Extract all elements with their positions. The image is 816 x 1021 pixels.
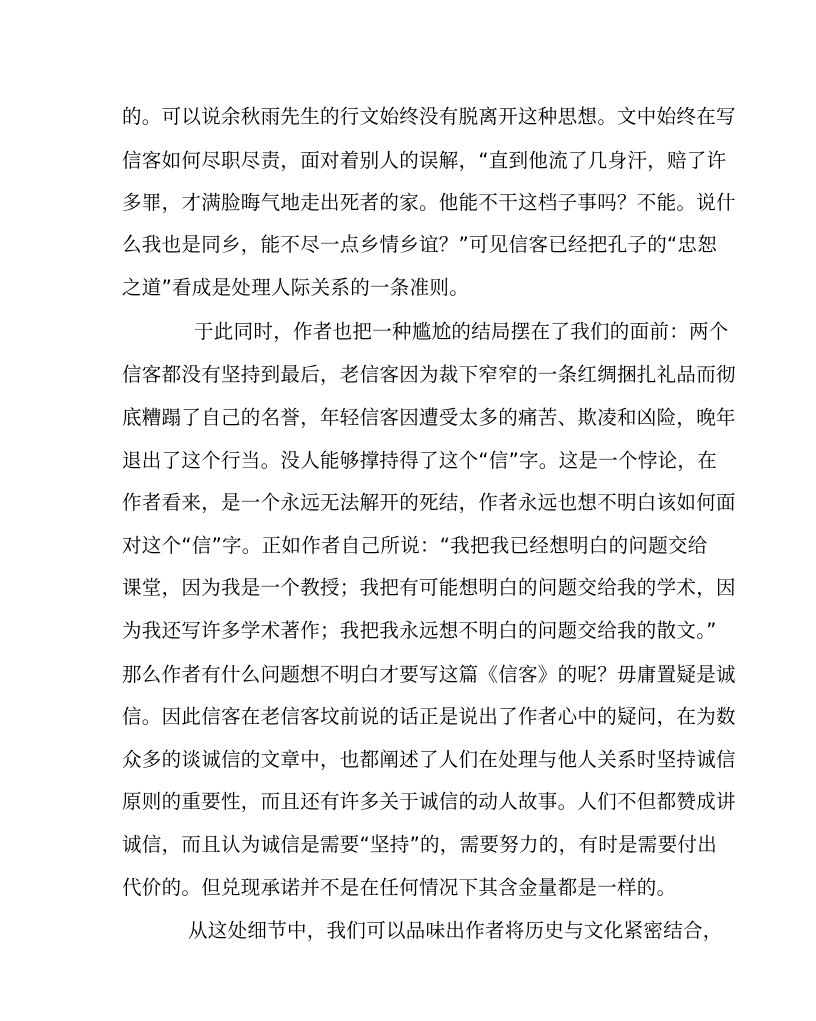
text-line: 信客如何尽职尽责，面对着别人的误解，“直到他流了几身汗，赔了许: [122, 149, 727, 172]
text-line: 底糟蹋了自己的名誉，年轻信客因遭受太多的痛苦、欺凌和凶险，晚年: [122, 406, 736, 429]
paragraph-first-line: 于此同时，作者也把一种尴尬的结局摆在了我们的面前：两个: [194, 320, 729, 343]
text-line: 信。因此信客在老信客坟前说的话正是说出了作者心中的疑问，在为数: [122, 705, 736, 728]
text-line: 那么作者有什么问题想不明白才要写这篇《信客》的呢？毋庸置疑是诚: [122, 663, 736, 686]
text-line: 退出了这个行当。没人能够撑持得了这个“信”字。这是一个悖论，在: [122, 449, 718, 472]
text-line: 多罪，才满脸晦气地走出死者的家。他能不干这档子事吗？不能。说什: [122, 191, 736, 214]
text-line: 作者看来，是一个永远无法解开的死结，作者永远也想不明白该如何面: [122, 491, 736, 514]
paragraph-first-line: 从这处细节中，我们可以品味出作者将历史与文化紧密结合，: [188, 919, 723, 942]
text-line: 对这个“信”字。正如作者自己所说：“我把我已经想明白的问题交给: [122, 534, 708, 557]
text-line: 诚信，而且认为诚信是需要“坚持”的，需要努力的，有时是需要付出: [122, 833, 718, 856]
text-line: 之道”看成是处理人际关系的一条准则。: [122, 276, 470, 299]
text-line: 么我也是同乡，能不尽一点乡情乡谊？”可见信客已经把孔子的“忠恕: [122, 233, 718, 256]
text-line: 代价的。但兑现承诺并不是在任何情况下其含金量都是一样的。: [122, 876, 677, 899]
text-line: 为我还写许多学术著作；我把我永远想不明白的问题交给我的散文。”: [122, 619, 717, 642]
text-line: 课堂，因为我是一个教授；我把有可能想明白的问题交给我的学术，因: [122, 576, 736, 599]
text-line: 的。可以说余秋雨先生的行文始终没有脱离开这种思想。文中始终在写: [122, 105, 736, 128]
text-line: 众多的谈诚信的文章中，也都阐述了人们在处理与他人关系时坚持诚信: [122, 748, 736, 771]
text-line: 原则的重要性，而且还有许多关于诚信的动人故事。人们不但都赞成讲: [122, 790, 736, 813]
text-line: 信客都没有坚持到最后，老信客因为裁下窄窄的一条红绸捆扎礼品而彻: [122, 363, 736, 386]
